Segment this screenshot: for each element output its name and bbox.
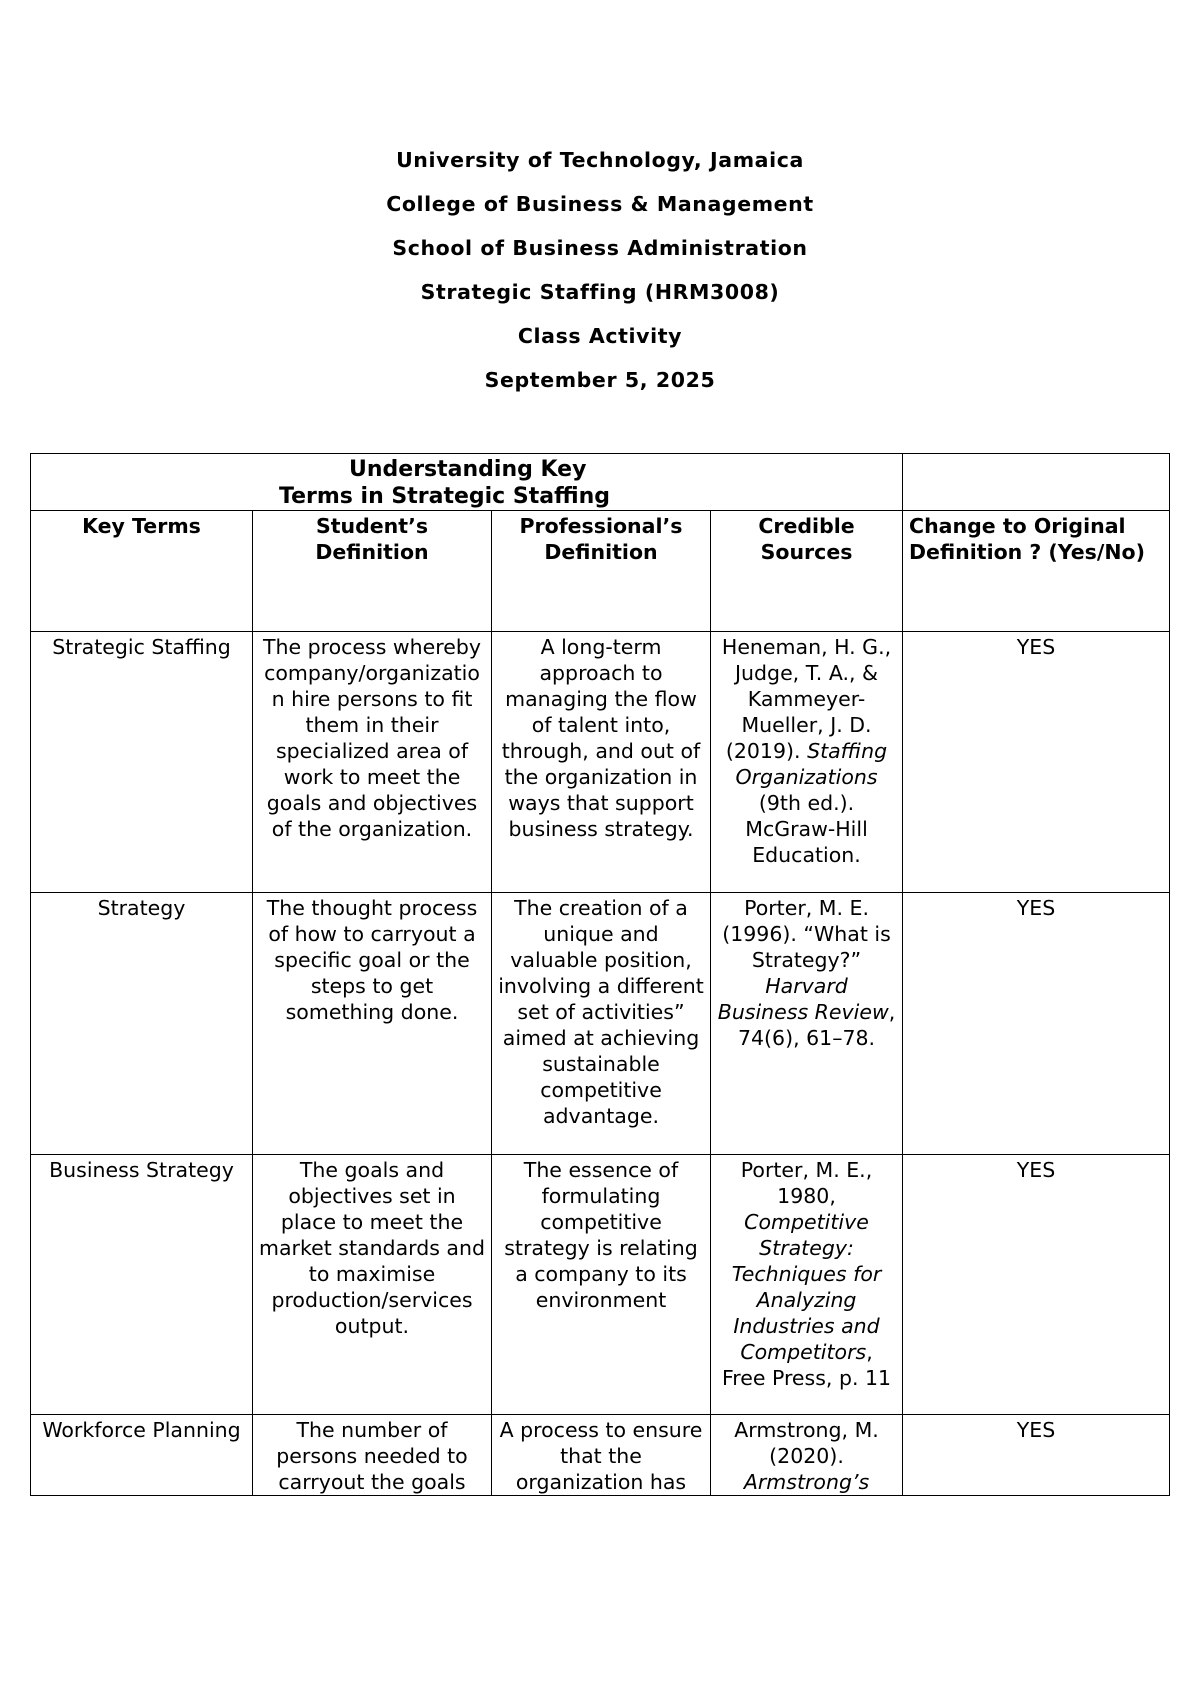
course-title: Strategic Staffing (HRM3008) <box>420 280 780 304</box>
activity-date: September 5, 2025 <box>484 368 716 392</box>
source-title: Harvard Business Review <box>717 974 889 1024</box>
source-authors: Heneman, H. G., Judge, T. A., & Kammeyer-Mueller, J. D. (2019). <box>721 635 892 763</box>
source-publisher: , Free Press, p. 11 <box>721 1340 892 1390</box>
source-cell <box>711 893 903 1155</box>
change-cell: YES <box>903 1155 1170 1415</box>
key-terms-table <box>30 453 1170 1496</box>
change-cell: YES <box>903 1415 1170 1496</box>
professional-definition-cell: A long-term approach to managing the flow of talent into, through, and out of the organization in ways that support business strategy. <box>492 632 711 893</box>
table-row <box>31 632 1170 893</box>
table-header-row <box>31 511 1170 632</box>
column-header-change: Change to Original Definition ? (Yes/No) <box>903 511 1170 632</box>
school-name: School of Business Administration <box>392 236 808 260</box>
table-row <box>31 1155 1170 1415</box>
source-cell <box>711 632 903 893</box>
professional-definition-cell: The essence of formulating competitive strategy is relating a company to its environment <box>492 1155 711 1415</box>
student-definition-cell: The process whereby company/organization hire persons to fit them in their specialized area of work to meet the goals and objectives of the organization. <box>253 632 492 893</box>
source-cell <box>711 1415 903 1496</box>
key-term-cell: Strategy <box>31 893 253 1155</box>
professional-definition-cell: A process to ensure that the organization has <box>492 1415 711 1496</box>
professional-definition-cell: The creation of a unique and valuable position, involving a different set of activities” aimed at achieving sustainable competitive advantage. <box>492 893 711 1155</box>
source-publisher: , 74(6), 61–78. <box>737 1000 896 1050</box>
key-term-cell: Business Strategy <box>31 1155 253 1415</box>
college-name: College of Business & Management <box>386 192 814 216</box>
activity-title: Class Activity <box>517 324 683 348</box>
source-title: Competitive Strategy: Techniques for Analyzing Industries and Competitors <box>731 1210 882 1364</box>
source-authors: Porter, M. E., 1980, <box>740 1158 873 1208</box>
source-title: Staffing Organizations <box>735 739 888 789</box>
table-title-empty-cell <box>903 454 1170 511</box>
source-authors: Porter, M. E. (1996). “What is Strategy?” <box>722 896 891 972</box>
column-header-credible-sources: Credible Sources <box>711 511 903 632</box>
column-header-student-definition: Student’s Definition <box>253 511 492 632</box>
change-cell: YES <box>903 893 1170 1155</box>
table-title <box>31 454 903 511</box>
document-header <box>0 138 1200 402</box>
table-title-line1: Understanding Key <box>349 457 587 482</box>
source-authors: Armstrong, M. (2020). <box>734 1418 879 1468</box>
student-definition-cell: The number of persons needed to carryout the goals <box>253 1415 492 1496</box>
table-row <box>31 893 1170 1155</box>
column-header-professional-definition: Professional’s Definition <box>492 511 711 632</box>
source-publisher: (9th ed.). McGraw-Hill Education. <box>745 791 868 867</box>
change-cell: YES <box>903 632 1170 893</box>
university-name: University of Technology, Jamaica <box>396 148 804 172</box>
source-cell <box>711 1155 903 1415</box>
key-term-cell: Workforce Planning <box>31 1415 253 1496</box>
table-row <box>31 1415 1170 1496</box>
table-title-line2: Terms in Strategic Staffing <box>279 484 611 509</box>
key-term-cell: Strategic Staffing <box>31 632 253 893</box>
table-title-row <box>31 454 1170 511</box>
student-definition-cell: The thought process of how to carryout a specific goal or the steps to get something done. <box>253 893 492 1155</box>
column-header-key-terms: Key Terms <box>31 511 253 632</box>
source-title: Armstrong’s <box>743 1470 870 1494</box>
student-definition-cell: The goals and objectives set in place to meet the market standards and to maximise production/services output. <box>253 1155 492 1415</box>
